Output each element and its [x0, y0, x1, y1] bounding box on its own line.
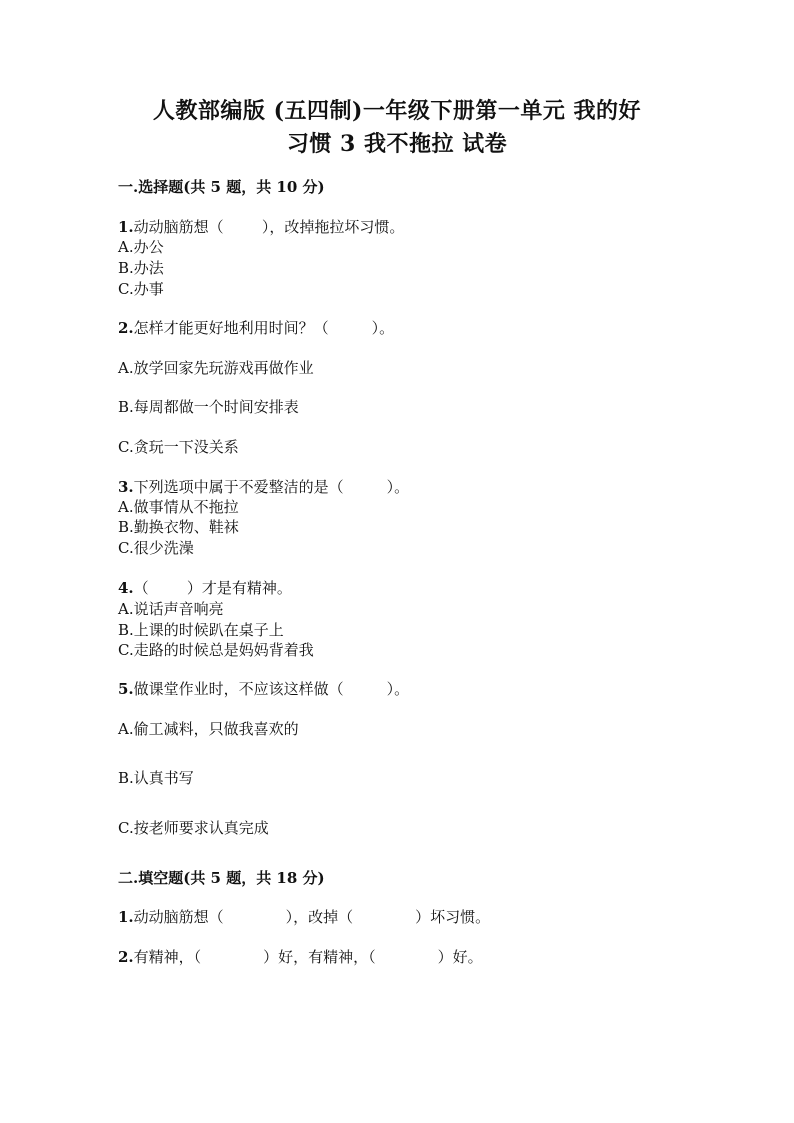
- question-text: 动动脑筋想（ ），改掉拖拉坏习惯。: [133, 218, 405, 236]
- question-text: 有精神，（ ）好，有精神，（ ）好。: [133, 948, 483, 966]
- question-text: 怎样才能更好地利用时间？（ ）。: [133, 319, 395, 337]
- question-number: 2.: [118, 948, 134, 966]
- question-number: 1.: [118, 908, 134, 926]
- question-number: 1.: [118, 218, 134, 236]
- question-3: [118, 477, 409, 497]
- question-1: [118, 217, 404, 237]
- question-text: 动动脑筋想（ ），改掉（ ）坏习惯。: [133, 908, 491, 926]
- question-2-option-a: A.放学回家先玩游戏再做作业: [118, 359, 314, 377]
- section-heading-fill: 二.填空题(共 5 题，共 18 分): [118, 869, 325, 887]
- question-4-option-a: A.说话声音响亮: [118, 600, 224, 618]
- fill-question-1: [118, 907, 490, 927]
- question-5-option-b: B.认真书写: [118, 769, 194, 787]
- question-4-option-b: B.上课的时候趴在桌子上: [118, 621, 284, 639]
- question-5: [118, 679, 409, 699]
- question-4-option-c: C.走路的时候总是妈妈背着我: [118, 641, 314, 659]
- question-1-option-a: A.办公: [118, 238, 164, 256]
- question-text: （ ）才是有精神。: [133, 579, 292, 597]
- fill-question-2: [118, 947, 483, 967]
- question-text: 下列选项中属于不爱整洁的是（ ）。: [133, 478, 410, 496]
- question-4: [118, 578, 292, 598]
- question-5-option-c: C.按老师要求认真完成: [118, 819, 269, 837]
- question-2: [118, 318, 394, 338]
- question-2-option-b: B.每周都做一个时间安排表: [118, 398, 299, 416]
- section-heading-choice: 一.选择题(共 5 题，共 10 分): [118, 178, 325, 196]
- question-text: 做课堂作业时，不应该这样做（ ）。: [133, 680, 410, 698]
- question-1-option-b: B.办法: [118, 259, 164, 277]
- question-5-option-a: A.偷工减料，只做我喜欢的: [118, 720, 299, 738]
- question-number: 5.: [118, 680, 134, 698]
- exam-title-line1: 人教部编版 (五四制)一年级下册第一单元 我的好: [152, 98, 642, 124]
- question-number: 3.: [118, 478, 134, 496]
- question-number: 2.: [118, 319, 134, 337]
- question-3-option-a: A.做事情从不拖拉: [118, 498, 239, 516]
- question-2-option-c: C.贪玩一下没关系: [118, 438, 239, 456]
- question-1-option-c: C.办事: [118, 280, 164, 298]
- question-3-option-b: B.勤换衣物、鞋袜: [118, 518, 239, 536]
- exam-title-line2: 习惯 3 我不拖拉 试卷: [286, 131, 508, 157]
- question-3-option-c: C.很少洗澡: [118, 539, 194, 557]
- question-number: 4.: [118, 579, 134, 597]
